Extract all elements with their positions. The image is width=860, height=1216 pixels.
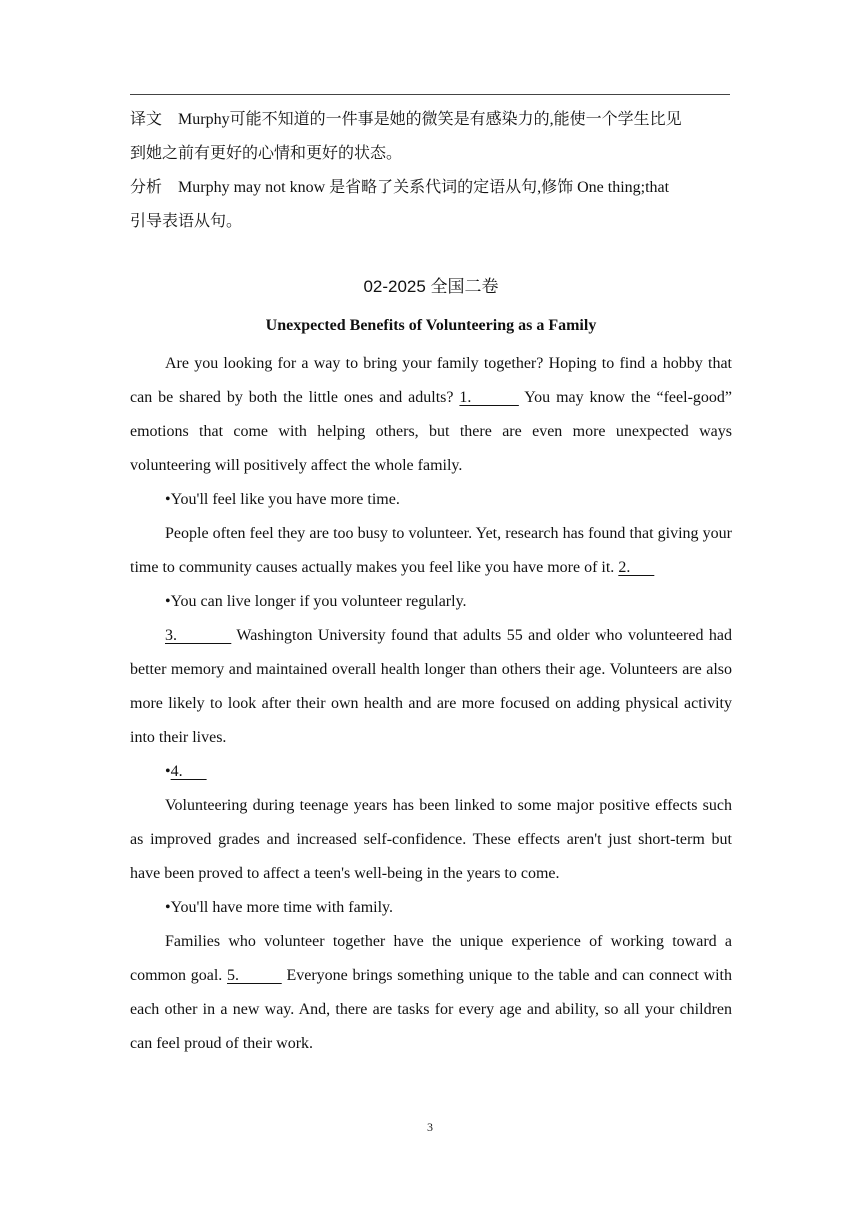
page-content (130, 103, 732, 1061)
paragraph-2-text: People often feel they are too busy to volunteer. Yet, research has found that giving your time to community causes actually makes you feel like you have more of it. (130, 525, 732, 576)
translation-text-1: Murphy可能不知道的一件事是她的微笑是有感染力的,能使一个学生比见 (178, 111, 682, 128)
analysis-line-2: 引导表语从句。 (130, 213, 243, 230)
heading-4: •You'll have more time with family. (165, 899, 394, 916)
page-number: 3 (427, 1120, 433, 1134)
translation-label: 译文 (130, 111, 163, 128)
translation-line-1 (130, 103, 732, 137)
heading-3 (130, 755, 732, 789)
article-title: Unexpected Benefits of Volunteering as a Family (265, 317, 597, 334)
header-rule (130, 94, 730, 95)
paragraph-4: Volunteering during teenage years has been linked to some major positive effects such as improved grades and increased self-confidence. These effects aren't just short-term but have been proved to affect a teen's well-being in the years to come. (130, 797, 732, 882)
paragraph-5-text-a: Families who volunteer together have the unique experience of working toward a common goal. (130, 933, 732, 984)
blank-2[interactable]: 2. (618, 559, 655, 576)
translation-line-2: 到她之前有更好的心情和更好的状态。 (130, 145, 403, 162)
paragraph-1-text-a: Are you looking for a way to bring your family together? Hoping to find a hobby that can be shared by both the little ones and adults? (130, 355, 732, 406)
paragraph-3 (130, 619, 732, 755)
analysis-text-1: Murphy may not know 是省略了关系代词的定语从句,修饰 One thing;that (178, 179, 670, 196)
section-title: 02-2025 全国二卷 (363, 277, 499, 296)
bullet: • (165, 763, 171, 780)
paragraph-1-text-b: You may know the “feel-good” emotions that come with helping others, but there are even more unexpected ways volunteering will positively affect the whole family. (130, 389, 733, 474)
blank-1[interactable]: 1. (459, 389, 519, 406)
heading-2: •You can live longer if you volunteer regularly. (165, 593, 467, 610)
blank-3[interactable]: 3. (165, 627, 232, 644)
paragraph-1 (130, 347, 732, 483)
paragraph-2 (130, 517, 732, 585)
paragraph-3-text: Washington University found that adults 55 and older who volunteered had better memory and maintained overall health longer than others their age. Volunteers are also more likely to look after their own health and are more focused on adding physical activity into their lives. (130, 627, 733, 746)
paragraph-5-text-b: Everyone brings something unique to the table and can connect with each other in a new way. And, there are tasks for every age and ability, so all your children can feel proud of their work. (130, 967, 732, 1052)
heading-1: •You'll feel like you have more time. (165, 491, 400, 508)
blank-4[interactable]: 4. (170, 763, 207, 780)
paragraph-5 (130, 925, 732, 1061)
analysis-line-1 (130, 171, 732, 205)
analysis-label: 分析 (130, 179, 163, 196)
blank-5[interactable]: 5. (227, 967, 282, 984)
